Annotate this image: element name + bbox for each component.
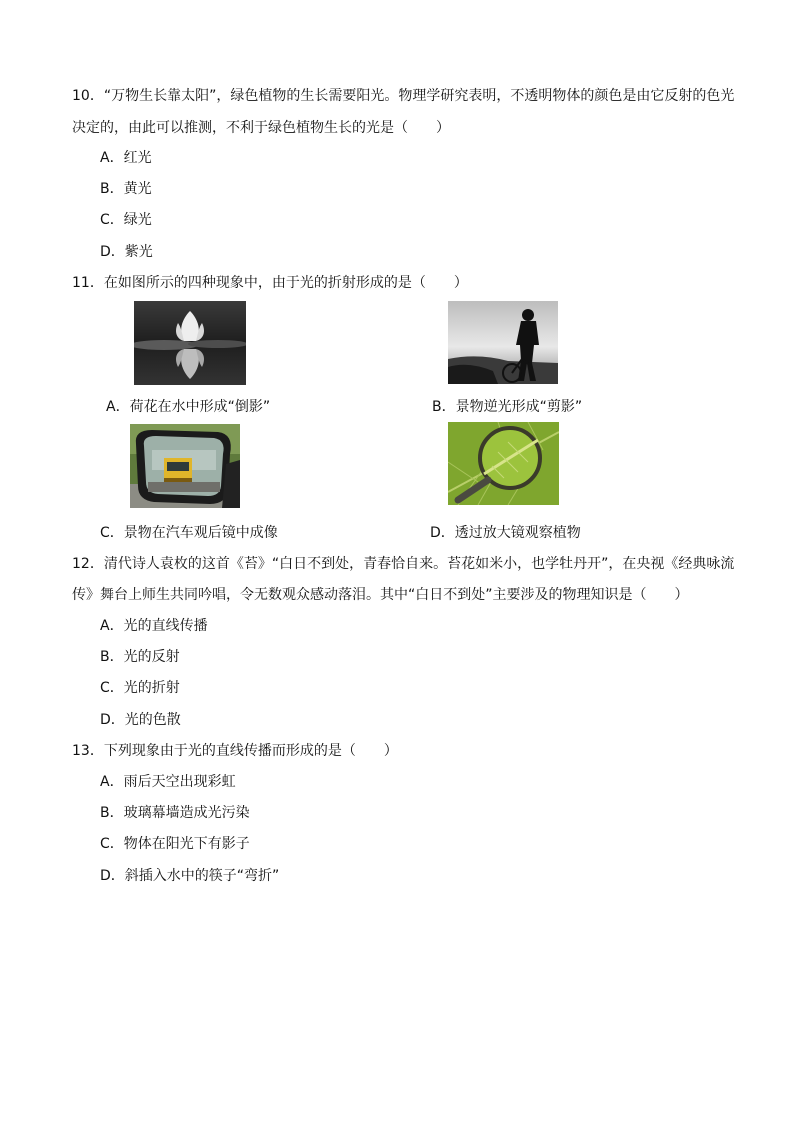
q10-option-a: A．红光 <box>100 150 152 166</box>
car-mirror-image <box>130 424 240 508</box>
lotus-reflection-image <box>134 301 246 385</box>
q10-stem-line2: 决定的，由此可以推测，不利于绿色植物生长的光是（ ） <box>72 120 450 136</box>
q13-option-a: A．雨后天空出现彩虹 <box>100 774 236 790</box>
q11-caption-a: A．荷花在水中形成“倒影” <box>106 399 271 415</box>
q13-option-c: C．物体在阳光下有影子 <box>100 836 250 852</box>
q11-caption-b: B．景物逆光形成“剪影” <box>432 399 583 415</box>
q13-stem: 13．下列现象由于光的直线传播而形成的是（ ） <box>72 743 398 759</box>
q10-option-b: B．黄光 <box>100 181 152 197</box>
q12-option-d: D．光的色散 <box>100 712 181 728</box>
q13-option-b: B．玻璃幕墙造成光污染 <box>100 805 250 821</box>
q10-stem-line1: 10．“万物生长靠太阳”，绿色植物的生长需要阳光。物理学研究表明，不透明物体的颜色是由它反射的色光 <box>72 88 735 104</box>
q13-option-d: D．斜插入水中的筷子“弯折” <box>100 868 280 884</box>
q12-option-b: B．光的反射 <box>100 649 180 665</box>
magnifier-leaf-image <box>448 422 559 505</box>
q12-option-a: A．光的直线传播 <box>100 618 208 634</box>
q11-caption-c: C．景物在汽车观后镜中成像 <box>100 525 278 541</box>
q11-caption-d: D．透过放大镜观察植物 <box>430 525 581 541</box>
q11-stem: 11．在如图所示的四种现象中，由于光的折射形成的是（ ） <box>72 275 468 291</box>
q12-stem-line2: 传》舞台上师生共同吟唱，令无数观众感动落泪。其中“白日不到处”主要涉及的物理知识是（ ） <box>72 587 689 603</box>
q12-option-c: C．光的折射 <box>100 680 180 696</box>
q10-option-d: D．紫光 <box>100 244 153 260</box>
q12-stem-line1: 12．清代诗人袁枚的这首《苔》“白日不到处，青春恰自来。苔花如米小，也学牡丹开”，在央视《经典咏流 <box>72 556 735 572</box>
silhouette-image <box>448 301 558 384</box>
q10-option-c: C．绿光 <box>100 212 152 228</box>
